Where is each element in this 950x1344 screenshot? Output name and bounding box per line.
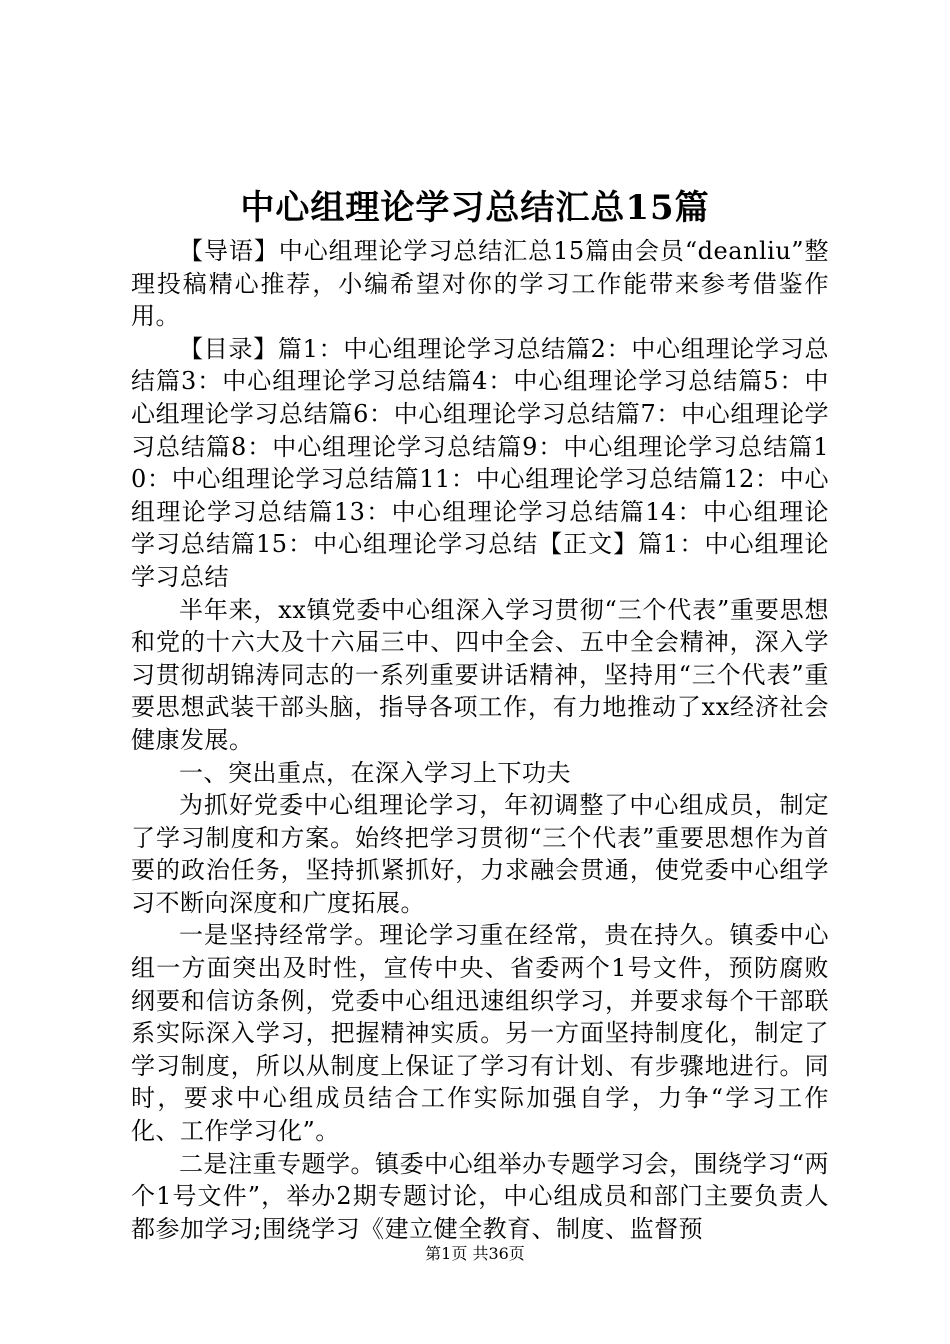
paragraph-body-1: 半年来，xx镇党委中心组深入学习贯彻“三个代表”重要思想和党的十六大及十六届三中、四中全会、五中全会精神，深入学习贯彻胡锦涛同志的一系列重要讲话精神，坚持用“三个代表”重要思想武装干部头脑，指导各项工作，有力地推动了xx经济社会健康发展。	[131, 595, 829, 754]
paragraph-heading-1: 一、突出重点，在深入学习上下功夫	[179, 758, 571, 787]
page-footer: 第1页 共36页	[425, 1244, 525, 1263]
document-title: 中心组理论学习总结汇总15篇	[240, 188, 710, 228]
document-body	[131, 235, 829, 1245]
paragraph-body-2: 为抓好党委中心组理论学习，年初调整了中心组成员，制定了学习制度和方案。始终把学习贯彻“三个代表”重要思想作为首要的政治任务，坚持抓紧抓好，力求融会贯通，使党委中心组学习不断向深度和广度拓展。	[131, 791, 829, 917]
paragraph-intro: 【导语】中心组理论学习总结汇总15篇由会员“deanliu”整理投稿精心推荐，小编希望对你的学习工作能带来参考借鉴作用。	[131, 237, 829, 331]
paragraph-body-4: 二是注重专题学。镇委中心组举办专题学习会，围绕学习“两个1号文件”，举办2期专题讨论，中心组成员和部门主要负责人都参加学习;围绕学习《建立健全教育、制度、监督预	[131, 1149, 829, 1243]
paragraph-body-3: 一是坚持经常学。理论学习重在经常，贵在持久。镇委中心组一方面突出及时性，宣传中央、省委两个1号文件，预防腐败纲要和信访条例，党委中心组迅速组织学习，并要求每个干部联系实际深入学习，把握精神实质。另一方面坚持制度化，制定了学习制度，所以从制度上保证了学习有计划、有步骤地进行。同时，要求中心组成员结合工作实际加强自学，力争“学习工作化、工作学习化”。	[131, 921, 829, 1146]
paragraph-contents: 【目录】篇1：中心组理论学习总结篇2：中心组理论学习总结篇3：中心组理论学习总结篇4：中心组理论学习总结篇5：中心组理论学习总结篇6：中心组理论学习总结篇7：中心组理论学习总结篇8：中心组理论学习总结篇9：中心组理论学习总结篇10：中心组理论学习总结篇11：中心组理论学习总结篇12：中心组理论学习总结篇13：中心组理论学习总结篇14：中心组理论学习总结篇15：中心组理论学习总结【正文】篇1：中心组理论学习总结	[131, 334, 829, 591]
